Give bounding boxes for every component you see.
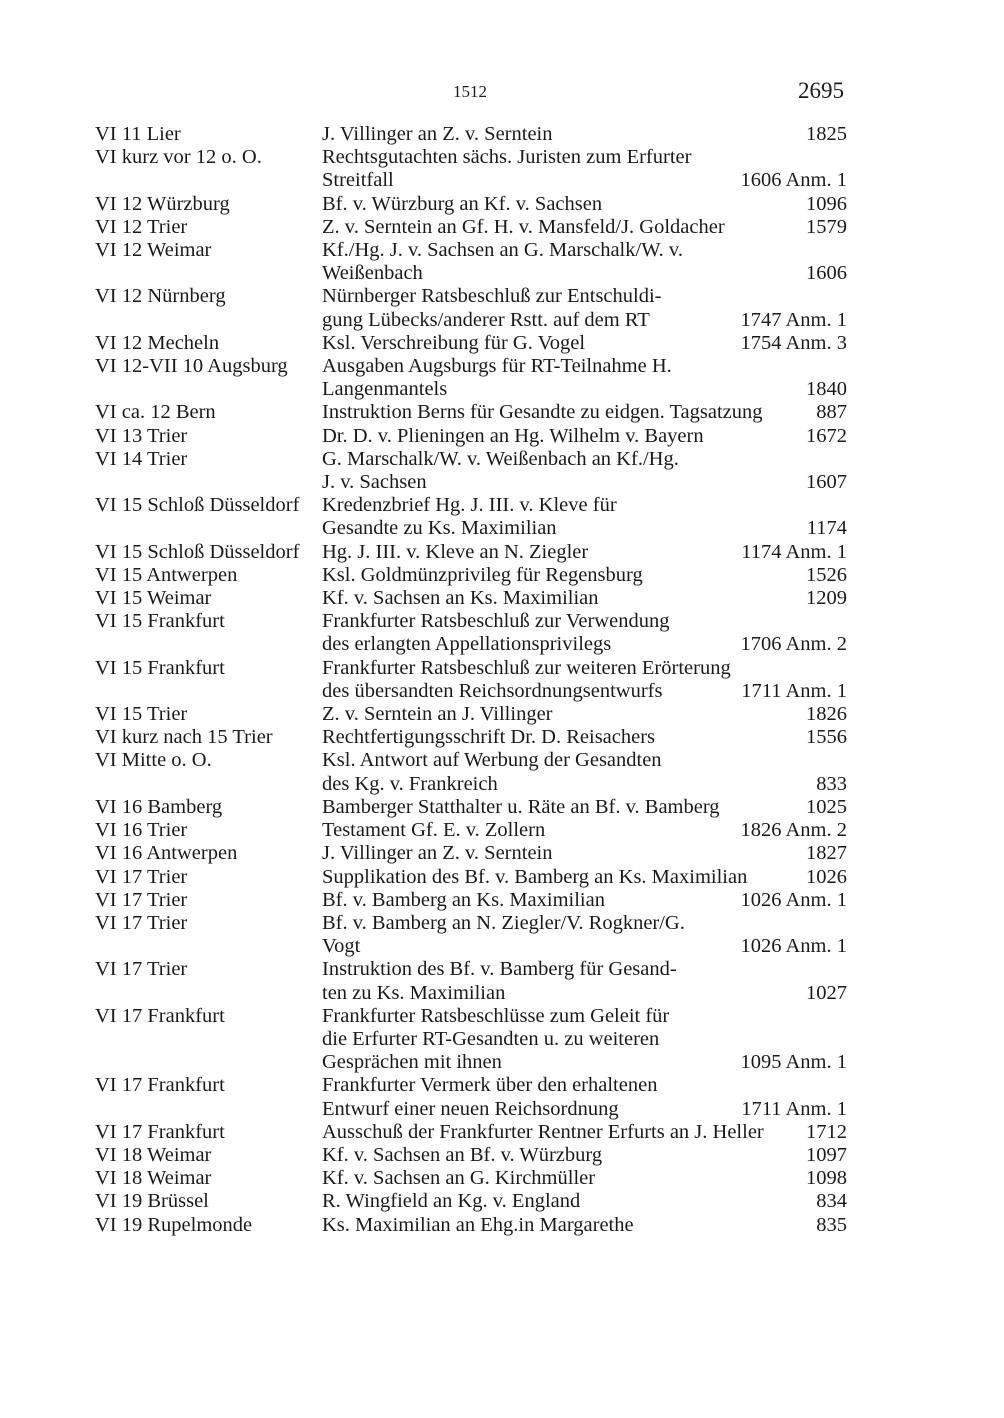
entry-body	[322, 1121, 847, 1144]
index-entry	[95, 958, 847, 1004]
entry-line	[322, 889, 847, 912]
entry-description: Ausgaben Augsburgs für RT-Teilnahme H.	[322, 355, 672, 378]
index-entry	[95, 1167, 847, 1190]
entry-date-place: VI 15 Frankfurt	[95, 656, 225, 679]
entry-line	[322, 146, 847, 169]
page-number: 2695	[798, 78, 844, 103]
entry-line	[322, 912, 847, 935]
entry-body	[322, 1190, 847, 1213]
entry-body	[322, 587, 847, 610]
entry-description: Ksl. Verschreibung für G. Vogel	[322, 331, 586, 354]
index-entry	[95, 1121, 847, 1144]
entry-document-number: 1606 Anm. 1	[740, 169, 847, 192]
index-entry	[95, 355, 847, 401]
entry-line	[322, 285, 847, 308]
entry-document-number: 1026 Anm. 1	[740, 935, 847, 958]
index-entry	[95, 749, 847, 795]
entry-body	[322, 425, 847, 448]
entry-document-number: 1607	[806, 471, 847, 494]
entry-body	[322, 1005, 847, 1075]
entry-date-place: VI 13 Trier	[95, 424, 188, 447]
entry-document-number: 834	[816, 1190, 847, 1213]
entry-body	[322, 726, 847, 749]
entry-description: des übersandten Reichsordnungsentwurfs	[322, 679, 663, 702]
entry-date-place: VI 15 Schloß Düsseldorf	[95, 494, 300, 517]
entry-description: Ks. Maximilian an Ehg.in Margarethe	[322, 1213, 634, 1236]
entry-document-number: 1826	[806, 703, 847, 726]
entry-line	[322, 123, 847, 146]
entry-body	[322, 355, 847, 401]
entry-body	[322, 401, 847, 424]
entry-description: Streitfall	[322, 169, 394, 192]
entry-date-place: VI 17 Trier	[95, 911, 188, 934]
index-entry	[95, 285, 847, 331]
entry-body	[322, 912, 847, 958]
entry-date-place: VI 14 Trier	[95, 447, 188, 470]
entry-body	[322, 448, 847, 494]
index-entry	[95, 1214, 847, 1237]
index-entry	[95, 726, 847, 749]
entry-date-place: VI 19 Brüssel	[95, 1190, 209, 1213]
entry-date-place: VI 16 Antwerpen	[95, 842, 238, 865]
entry-body	[322, 146, 847, 192]
entry-date-place: VI 17 Frankfurt	[95, 1120, 225, 1143]
entry-body	[322, 1144, 847, 1167]
index-entry	[95, 448, 847, 494]
entry-line	[322, 935, 847, 958]
entry-line	[322, 169, 847, 192]
entry-body	[322, 123, 847, 146]
entry-description: Instruktion Berns für Gesandte zu eidgen. Tagsatzung	[322, 401, 763, 424]
chronological-index	[95, 123, 847, 1237]
entry-line	[322, 1121, 847, 1144]
entry-date-place: VI 18 Weimar	[95, 1167, 212, 1190]
entry-description: Frankfurter Ratsbeschluß zur weiteren Erörterung	[322, 656, 731, 679]
entry-line	[322, 193, 847, 216]
entry-date-place: VI 17 Frankfurt	[95, 1074, 225, 1097]
entry-description: Gesprächen mit ihnen	[322, 1051, 502, 1074]
entry-date-place: VI 15 Trier	[95, 703, 188, 726]
entry-document-number: 1827	[806, 842, 847, 865]
entry-body	[322, 703, 847, 726]
entry-description: Kf. v. Sachsen an G. Kirchmüller	[322, 1167, 596, 1190]
entry-description: ten zu Ks. Maximilian	[322, 981, 506, 1004]
entry-date-place: VI 12 Mecheln	[95, 331, 220, 354]
index-entry	[95, 703, 847, 726]
entry-body	[322, 1214, 847, 1237]
entry-description: J. v. Sachsen	[322, 471, 427, 494]
entry-line	[322, 355, 847, 378]
entry-line	[322, 425, 847, 448]
entry-line	[322, 309, 847, 332]
entry-description: Bf. v. Bamberg an Ks. Maximilian	[322, 888, 605, 911]
entry-body	[322, 564, 847, 587]
entry-line	[322, 796, 847, 819]
index-entry	[95, 216, 847, 239]
entry-date-place: VI 12 Würzburg	[95, 192, 230, 215]
entry-document-number: 1712	[806, 1120, 847, 1143]
entry-document-number: 1606	[806, 262, 847, 285]
entry-date-place: VI 19 Rupelmonde	[95, 1213, 253, 1236]
entry-line	[322, 749, 847, 772]
entry-document-number: 1027	[806, 981, 847, 1004]
entry-body	[322, 1167, 847, 1190]
index-entry	[95, 1005, 847, 1075]
entry-body	[322, 958, 847, 1004]
entry-line	[322, 1074, 847, 1097]
entry-description: Frankfurter Ratsbeschlüsse zum Geleit für	[322, 1004, 670, 1027]
entry-body	[322, 819, 847, 842]
index-entry	[95, 819, 847, 842]
entry-description: Nürnberger Ratsbeschluß zur Entschuldi-	[322, 285, 662, 308]
index-entry	[95, 842, 847, 865]
entry-body	[322, 796, 847, 819]
entry-date-place: VI 12 Trier	[95, 215, 188, 238]
entry-description: Bf. v. Bamberg an N. Ziegler/V. Rogkner/G.	[322, 911, 685, 934]
entry-document-number: 1025	[806, 795, 847, 818]
entry-description: Bf. v. Würzburg an Kf. v. Sachsen	[322, 192, 603, 215]
index-entry	[95, 1144, 847, 1167]
entry-date-place: VI 12 Nürnberg	[95, 285, 226, 308]
entry-description: Hg. J. III. v. Kleve an N. Ziegler	[322, 540, 589, 563]
entry-date-place: VI 16 Bamberg	[95, 795, 223, 818]
entry-body	[322, 216, 847, 239]
entry-description: Rechtfertigungsschrift Dr. D. Reisachers	[322, 726, 656, 749]
entry-body	[322, 193, 847, 216]
entry-document-number: 1825	[806, 123, 847, 145]
entry-body	[322, 610, 847, 656]
entry-document-number: 1174	[806, 517, 847, 540]
index-entry	[95, 332, 847, 355]
entry-body	[322, 541, 847, 564]
entry-date-place: VI 15 Antwerpen	[95, 563, 238, 586]
entry-line	[322, 1214, 847, 1237]
entry-description: Bamberger Statthalter u. Räte an Bf. v. Bamberg	[322, 795, 720, 818]
entry-body	[322, 842, 847, 865]
index-entry	[95, 494, 847, 540]
entry-line	[322, 216, 847, 239]
entry-body	[322, 285, 847, 331]
entry-body	[322, 657, 847, 703]
entry-line	[322, 703, 847, 726]
entry-line	[322, 517, 847, 540]
entry-line	[322, 1144, 847, 1167]
index-entry	[95, 657, 847, 703]
entry-body	[322, 494, 847, 540]
entry-line	[322, 262, 847, 285]
entry-document-number: 1826 Anm. 2	[740, 819, 847, 842]
entry-body	[322, 889, 847, 912]
entry-description: Entwurf einer neuen Reichsordnung	[322, 1097, 619, 1120]
entry-description: Supplikation des Bf. v. Bamberg an Ks. Maximilian	[322, 865, 748, 888]
index-entry	[95, 146, 847, 192]
entry-document-number: 1026	[806, 865, 847, 888]
entry-line	[322, 1190, 847, 1213]
index-entry	[95, 912, 847, 958]
entry-date-place: VI 17 Trier	[95, 865, 188, 888]
entry-description: Kredenzbrief Hg. J. III. v. Kleve für	[322, 494, 617, 517]
entry-document-number: 1097	[806, 1143, 847, 1166]
entry-body	[322, 749, 847, 795]
entry-date-place: VI ca. 12 Bern	[95, 401, 216, 424]
entry-line	[322, 657, 847, 680]
entry-description: J. Villinger an Z. v. Serntein	[322, 123, 553, 145]
entry-description: Z. v. Serntein an J. Villinger	[322, 703, 553, 726]
entry-document-number: 1095 Anm. 1	[740, 1051, 847, 1074]
entry-document-number: 835	[816, 1213, 847, 1236]
entry-line	[322, 1098, 847, 1121]
entry-line	[322, 842, 847, 865]
index-entry	[95, 587, 847, 610]
index-entry	[95, 610, 847, 656]
index-entry	[95, 866, 847, 889]
index-entry	[95, 1074, 847, 1120]
index-entry	[95, 796, 847, 819]
index-entry	[95, 425, 847, 448]
entry-description: Frankfurter Vermerk über den erhaltenen	[322, 1074, 658, 1097]
index-entry	[95, 541, 847, 564]
entry-description: Dr. D. v. Plieningen an Hg. Wilhelm v. Bayern	[322, 424, 704, 447]
entry-line	[322, 1028, 847, 1051]
entry-date-place: VI kurz nach 15 Trier	[95, 726, 273, 749]
entry-line	[322, 564, 847, 587]
entry-date-place: VI kurz vor 12 o. O.	[95, 146, 262, 169]
index-entry	[95, 1190, 847, 1213]
entry-description: Rechtsgutachten sächs. Juristen zum Erfurter	[322, 146, 692, 169]
entry-date-place: VI 11 Lier	[95, 123, 181, 145]
entry-date-place: VI 12 Weimar	[95, 239, 212, 262]
entry-document-number: 1711 Anm. 1	[741, 679, 847, 702]
entry-description: Frankfurter Ratsbeschluß zur Verwendung	[322, 610, 670, 633]
entry-line	[322, 680, 847, 703]
entry-line	[322, 866, 847, 889]
entry-description: Langenmantels	[322, 378, 448, 401]
index-entry	[95, 889, 847, 912]
entry-description: R. Wingfield an Kg. v. England	[322, 1190, 581, 1213]
entry-description: J. Villinger an Z. v. Serntein	[322, 842, 553, 865]
entry-description: G. Marschalk/W. v. Weißenbach an Kf./Hg.	[322, 447, 679, 470]
entry-description: Testament Gf. E. v. Zollern	[322, 819, 546, 842]
running-header-year: 1512	[453, 82, 487, 101]
entry-document-number: 833	[816, 772, 847, 795]
entry-body	[322, 866, 847, 889]
entry-line	[322, 958, 847, 981]
entry-document-number: 1096	[806, 192, 847, 215]
entry-description: Gesandte zu Ks. Maximilian	[322, 517, 557, 540]
index-entry	[95, 193, 847, 216]
index-entry	[95, 239, 847, 285]
entry-line	[322, 773, 847, 796]
entry-description: gung Lübecks/anderer Rstt. auf dem RT	[322, 308, 650, 331]
entry-document-number: 1098	[806, 1167, 847, 1190]
entry-body	[322, 332, 847, 355]
entry-line	[322, 332, 847, 355]
entry-document-number: 1579	[806, 215, 847, 238]
entry-date-place: VI 16 Trier	[95, 819, 188, 842]
entry-document-number: 1526	[806, 563, 847, 586]
entry-date-place: VI 12-VII 10 Augsburg	[95, 355, 288, 378]
entry-date-place: VI 15 Schloß Düsseldorf	[95, 540, 300, 563]
entry-document-number: 1556	[806, 726, 847, 749]
entry-date-place: VI Mitte o. O.	[95, 749, 212, 772]
entry-document-number: 1026 Anm. 1	[740, 888, 847, 911]
index-entry	[95, 564, 847, 587]
entry-description: des erlangten Appellationsprivilegs	[322, 633, 612, 656]
entry-document-number: 1754 Anm. 3	[740, 331, 847, 354]
entry-date-place: VI 15 Frankfurt	[95, 610, 225, 633]
entry-body	[322, 1074, 847, 1120]
entry-document-number: 1174 Anm. 1	[741, 540, 847, 563]
entry-line	[322, 1005, 847, 1028]
entry-description: des Kg. v. Frankreich	[322, 772, 498, 795]
entry-description: Kf./Hg. J. v. Sachsen an G. Marschalk/W. v.	[322, 239, 683, 262]
entry-line	[322, 401, 847, 424]
entry-description: Kf. v. Sachsen an Ks. Maximilian	[322, 587, 599, 610]
entry-line	[322, 378, 847, 401]
entry-line	[322, 1051, 847, 1074]
entry-description: Kf. v. Sachsen an Bf. v. Würzburg	[322, 1143, 603, 1166]
entry-line	[322, 1167, 847, 1190]
entry-description: Weißenbach	[322, 262, 423, 285]
entry-line	[322, 982, 847, 1005]
entry-line	[322, 726, 847, 749]
entry-document-number: 1747 Anm. 1	[740, 308, 847, 331]
entry-line	[322, 610, 847, 633]
entry-line	[322, 633, 847, 656]
entry-description: Z. v. Serntein an Gf. H. v. Mansfeld/J. Goldacher	[322, 215, 725, 238]
entry-document-number: 1672	[806, 424, 847, 447]
entry-date-place: VI 15 Weimar	[95, 587, 212, 610]
entry-description: Ksl. Antwort auf Werbung der Gesandten	[322, 749, 662, 772]
entry-document-number: 1840	[806, 378, 847, 401]
entry-description: Vogt	[322, 935, 361, 958]
entry-document-number: 887	[816, 401, 847, 424]
entry-line	[322, 587, 847, 610]
entry-description: Ksl. Goldmünzprivileg für Regensburg	[322, 563, 643, 586]
entry-line	[322, 471, 847, 494]
entry-line	[322, 448, 847, 471]
entry-document-number: 1706 Anm. 2	[740, 633, 847, 656]
entry-date-place: VI 18 Weimar	[95, 1143, 212, 1166]
entry-line	[322, 819, 847, 842]
entry-date-place: VI 17 Frankfurt	[95, 1004, 225, 1027]
entry-line	[322, 239, 847, 262]
entry-date-place: VI 17 Trier	[95, 888, 188, 911]
index-entry	[95, 401, 847, 424]
entry-date-place: VI 17 Trier	[95, 958, 188, 981]
entry-document-number: 1209	[806, 587, 847, 610]
entry-description: die Erfurter RT-Gesandten u. zu weiteren	[322, 1027, 660, 1050]
entry-line	[322, 541, 847, 564]
entry-description: Ausschuß der Frankfurter Rentner Erfurts an J. Heller	[322, 1120, 764, 1143]
entry-line	[322, 494, 847, 517]
entry-document-number: 1711 Anm. 1	[741, 1097, 847, 1120]
entry-description: Instruktion des Bf. v. Bamberg für Gesand-	[322, 958, 677, 981]
index-entry	[95, 123, 847, 146]
entry-body	[322, 239, 847, 285]
